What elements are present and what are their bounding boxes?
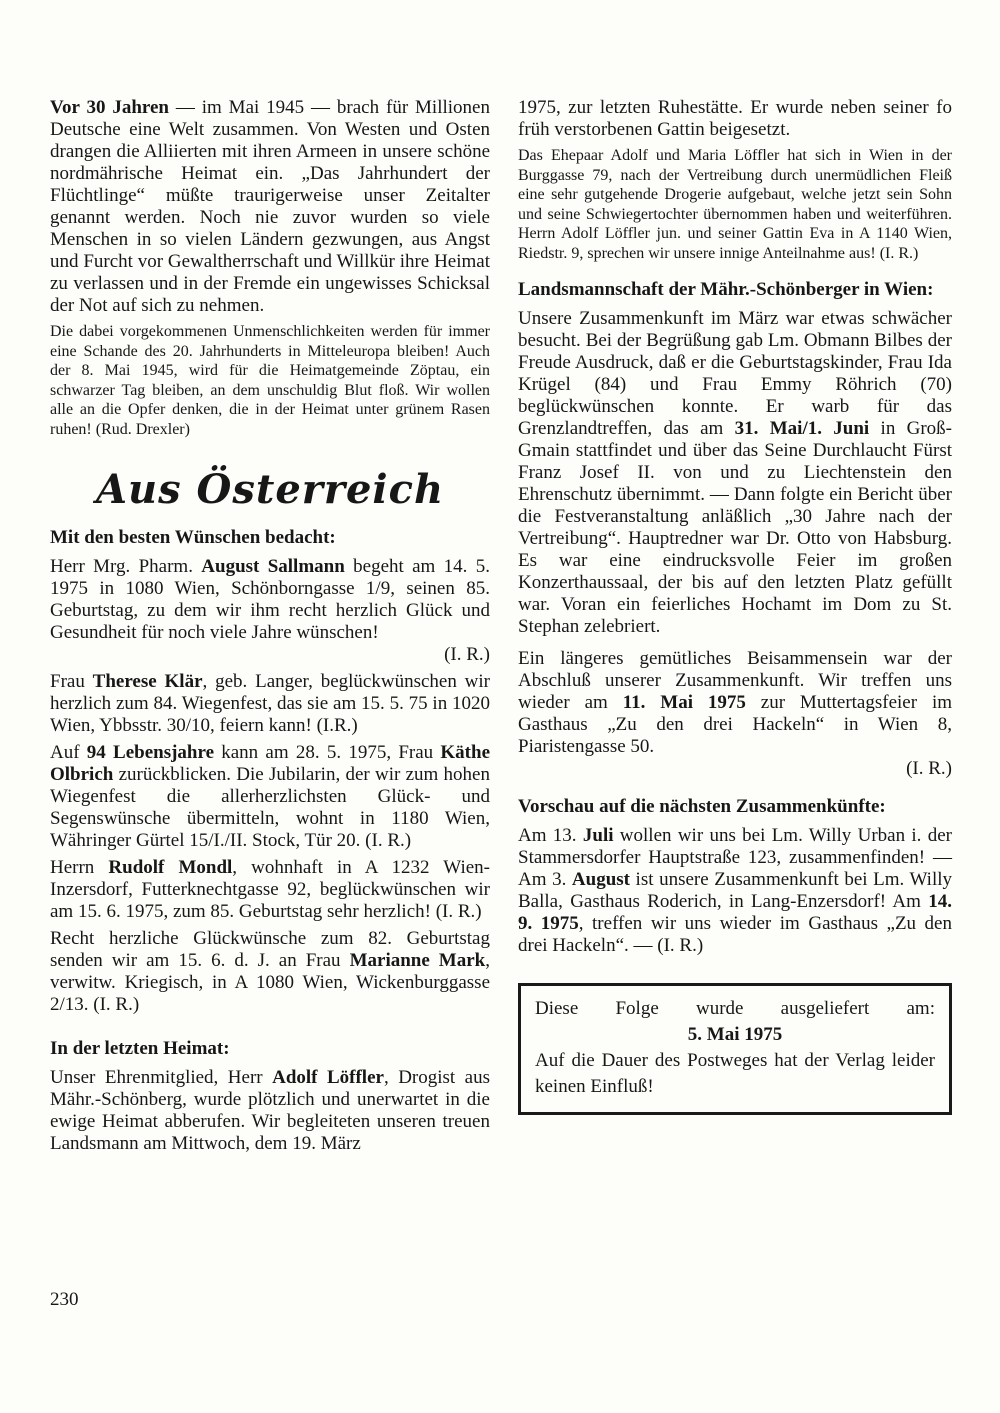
bold-text: Juli (582, 825, 614, 846)
bold-text: Landsmannschaft der Mähr.-Schönberger in Wien: (518, 279, 934, 300)
intro-paragraph: Vor 30 Jahren — im Mai 1945 — brach für Millionen Deutsche eine Welt zusammen. Von Westen und Osten drangen die Alliierten mit ihren Armeen in unsere schöne nordmährische Heimat ein. „Das Jahrhundert der Flüchtlinge“ müßte traurigerweise unser Zeitalter genannt werden. Noch nie zuvor wurden so viele Menschen in so vielen Ländern gezwungen, aus Angst und Furcht vor Gewaltherrschaft und Willkür ihre Heimat zu verlassen und in der Fremde ein ungewisses Schicksal der Not auf sich zu nehmen. (50, 97, 490, 316)
fine-print-note: Die dabei vorgekommenen Unmenschlichkeiten werden für immer eine Schande des 20. Jahrhunderts in Mitteleuropa bleiben! Auch der 8. Mai 1945, wird für die Heimatgemeinde Zöptau, ein schwarzer Tag bleiben, an dem unschuldig Blut floß. Wir wollen alle an die Opfer denken, die in der Heimat unter grünem Rasen ruhen! (Rud. Drexler) (50, 323, 490, 438)
bold-text: 5. Mai 1975 (687, 1024, 783, 1045)
bold-text: Käthe Olbrich (50, 742, 490, 785)
bold-text: Marianne Mark (349, 950, 486, 971)
birthday-mondl: Herrn Rudolf Mondl, wohnhaft in A 1232 Wien-Inzersdorf, Futterknechtgasse 92, beglückwünschen wir am 15. 6. 1975, zum 85. Geburtstag sehr herzlich! (I. R.) (50, 857, 490, 922)
bold-text: 11. Mai 1975 (622, 692, 746, 713)
bold-text: August (571, 869, 630, 890)
right-column (518, 97, 952, 1115)
bold-text: Vor 30 Jahren (50, 97, 169, 118)
section-heading-aus-oesterreich: Aus Österreich (95, 466, 445, 513)
page-number: 230 (50, 1289, 79, 1310)
subheading-wuensche (50, 527, 490, 549)
bold-text: 31. Mai/1. Juni (734, 418, 870, 439)
bold-text: Therese Klär (92, 671, 203, 692)
subheading-letzte-heimat (50, 1038, 490, 1060)
birthday-olbrich: Auf 94 Lebensjahre kann am 28. 5. 1975, Frau Käthe Olbrich zurückblicken. Die Jubilarin, der wir zum hohen Wiegenfest die allerherzlichsten Glück- und Segenswünsche übermitteln, wohnt in 1180 Wien, Währinger Gürtel 15/I./II. Stock, Tür 20. (I. R.) (50, 742, 490, 851)
left-column (50, 97, 490, 1160)
report-beisammensein: Ein längeres gemütliches Beisammensein war der Abschluß unserer Zusammenkunft. Wir treffen uns wieder am 11. Mai 1975 zur Muttertagsfeier im Gasthaus „Zu den drei Hackeln“ in Wien 8, Piaristengasse 50. (I. R.) (518, 648, 952, 779)
box-line: Diese Folge wurde ausgeliefert am: (535, 998, 935, 1019)
box-line (535, 1022, 935, 1048)
subheading-vorschau (518, 796, 952, 818)
bold-text: 14. 9. 1975 (518, 891, 952, 934)
announcement-termine: Am 13. Juli wollen wir uns bei Lm. Willy Urban i. der Stammersdorfer Hauptstraße 123, zusammenfinden! — Am 3. August ist unsere Zusammenkunft bei Lm. Willy Balla, Gasthaus Roderich, in Lang-Enzersdorf! Am 14. 9. 1975, treffen wir uns wieder im Gasthaus „Zu den drei Hackeln“. — (I. R.) (518, 825, 953, 956)
initials-tail: (I. R.) (906, 758, 952, 779)
bold-text: Mit den besten Wünschen bedacht: (50, 527, 336, 548)
obituary-loeffler: Unser Ehrenmitglied, Herr Adolf Löffler, Drogist aus Mähr.-Schönberg, wurde plötzlich und unerwartet in die ewige Heimat abberufen. Wir begleiteten unseren treuen Landsmann am Mittwoch, dem 19. März (50, 1067, 490, 1154)
box-line: Auf die Dauer des Postweges hat der Verlag leider keinen Einfluß! (535, 1050, 935, 1097)
bold-text: In der letzten Heimat: (50, 1038, 230, 1059)
obituary-continuation: 1975, zur letzten Ruhestätte. Er wurde neben seiner fo früh verstorbenen Gattin beigesetzt. (518, 97, 952, 140)
bold-text: Rudolf Mondl (108, 857, 233, 878)
report-maerz-zusammenkunft: Unsere Zusammenkunft im März war etwas schwächer besucht. Bei der Begrüßung gab Lm. Obmann Bilbes der Freude Ausdruck, daß er die Geburtstagskinder, Frau Ida Krügel (84) und Frau Emmy Röhrich (70) beglückwünschen konnte. Er warb für das Grenzlandtreffen, das am 31. Mai/1. Juni in Groß-Gmain stattfindet und über das Seine Durchlaucht Fürst Franz Josef II. von und zu Liechtenstein den Ehrenschutz übernimmt. — Dann folgte ein Bericht über die Festveranstaltung anläßlich „30 Jahre nach der Vertreibung“. Hauptredner war Dr. Otto von Habsburg. Es war eine eindrucksvolle Feier im großen Konzerthaussaal, der bis auf den letzten Platz gefüllt war. Voran ein feierliches Hochamt im Dom zu St. Stephan zelebriert. (518, 308, 953, 637)
bold-text: 94 Lebensjahre (86, 742, 215, 763)
bold-text: Vorschau auf die nächsten Zusammenkünfte: (518, 796, 886, 817)
birthday-mark: Recht herzliche Glückwünsche zum 82. Geburtstag senden wir am 15. 6. d. J. an Frau Marianne Mark, verwitw. Kriegisch, in A 1080 Wien, Wickenburggasse 2/13. (I. R.) (50, 928, 490, 1015)
birthday-sallmann: Herr Mrg. Pharm. August Sallmann begeht am 14. 5. 1975 in 1080 Wien, Schönborngasse 1/9, seinen 85. Geburtstag, zu dem wir ihm recht herzlich Glück und Gesundheit für noch viele Jahre wünschen! (I. R.) (50, 556, 490, 665)
initials-tail: (I. R.) (444, 644, 490, 665)
delivery-notice-box (518, 983, 952, 1115)
fine-print-loeffler-family: Das Ehepaar Adolf und Maria Löffler hat sich in Wien in der Burggasse 79, nach der Vertreibung durch unermüdlichen Fleiß eine sehr gutgehende Drogerie aufgebaut, welche jetzt sein Sohn und seine Schwiegertochter übernommen haben und weiterführen. Herrn Adolf Löffler jun. und seiner Gattin Eva in A 1140 Wien, Riedstr. 9, sprechen wir unsere innige Anteilnahme aus! (I. R.) (518, 147, 952, 262)
bold-text: Adolf Löffler (272, 1067, 384, 1088)
subheading-landsmannschaft (518, 279, 952, 301)
birthday-klaer: Frau Therese Klär, geb. Langer, beglückwünschen wir herzlich zum 84. Wiegenfest, das sie am 15. 5. 75 in 1020 Wien, Ybbsstr. 30/10, feiern kann! (I.R.) (50, 671, 490, 736)
bold-text: August Sallmann (201, 556, 345, 577)
